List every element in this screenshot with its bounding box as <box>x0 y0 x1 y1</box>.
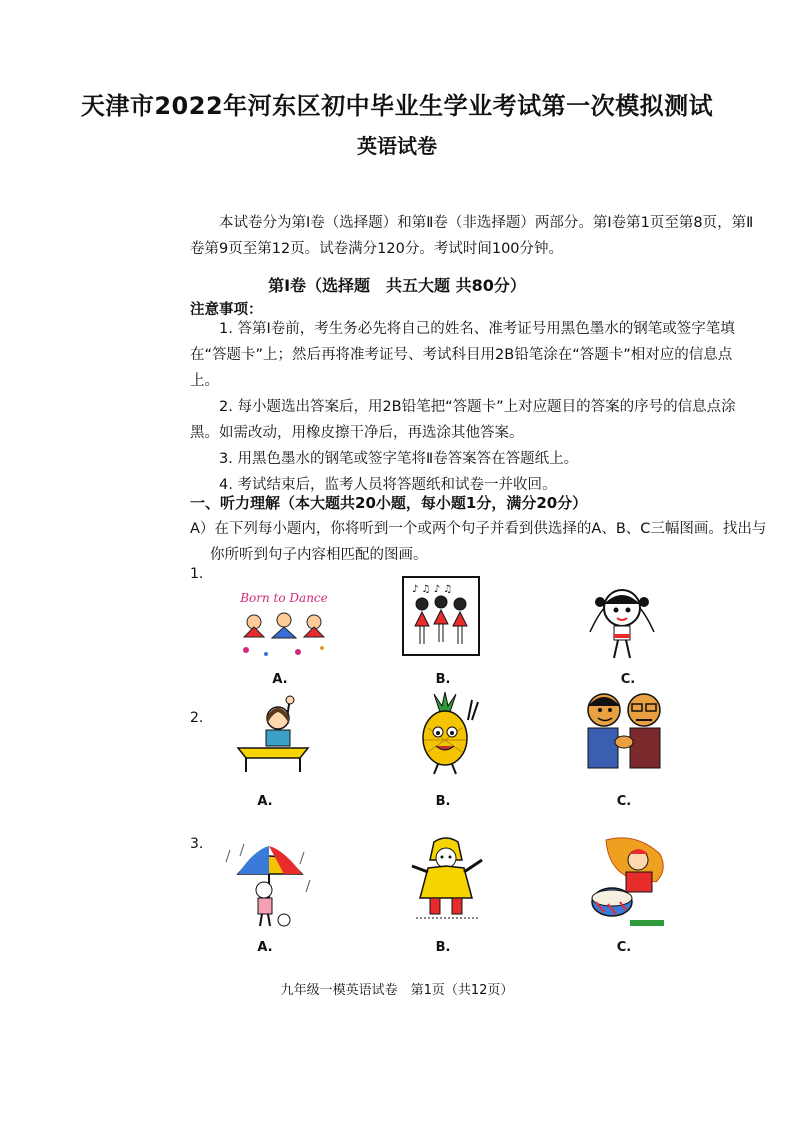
dancing-girls-picture <box>236 582 332 662</box>
notice-item: 3. 用黑色墨水的钢笔或签字笔将Ⅱ卷答案答在答题纸上。 <box>219 451 579 467</box>
svg-text:♪ ♫ ♪ ♫: ♪ ♫ ♪ ♫ <box>412 584 453 595</box>
question-number: 3. <box>190 836 204 852</box>
option-b-label: B. <box>435 794 451 809</box>
singing-girls-picture <box>402 576 480 656</box>
option-c-label: C. <box>620 672 636 687</box>
question-number: 2. <box>190 710 204 726</box>
notice-item: 2. 每小题选出答案后，用2B铅笔把“答题卡”上对应题目的答案的序号的信息点涂黑。如需改动，用橡皮擦干净后，再选涂其他答案。 <box>190 399 736 441</box>
notice-item: 1. 答第Ⅰ卷前，考生务必先将自己的姓名、准考证号用黑色墨水的钢笔或签字笔填在“答题卡”上；然后再将准考证号、考试科目用2B铅笔涂在“答题卡”相对应的信息点上。 <box>190 321 735 389</box>
page-footer: 九年级一模英语试卷 第1页（共12页） <box>280 983 514 998</box>
umbrella-in-rain-picture <box>224 840 314 930</box>
option-c-label: C. <box>616 794 632 809</box>
raincoat-child-picture <box>406 836 488 922</box>
question-number: 1. <box>190 566 204 582</box>
option-a-label: A. <box>257 940 273 955</box>
exam-intro: 本试卷分为第Ⅰ卷（选择题）和第Ⅱ卷（非选择题）两部分。第Ⅰ卷第1页至第8页，第Ⅱ卷第9页至第12页。试卷满分120分。考试时间100分钟。 <box>190 215 754 257</box>
option-b-label: B. <box>435 940 451 955</box>
section1-instruction: A）在下列每小题内，你将听到一个或两个句子并看到供选择的A、B、C三幅图画。找出与你所听到句子内容相匹配的图画。 <box>190 521 767 563</box>
exam-subtitle: 英语试卷 <box>357 134 437 158</box>
option-b-label: B. <box>435 672 451 687</box>
notice-label: 注意事项： <box>190 302 263 318</box>
notice-list <box>190 316 760 498</box>
pineapple-character-picture <box>410 690 480 776</box>
option-a-label: A. <box>272 672 288 687</box>
option-c-label: C. <box>616 940 632 955</box>
option-a-label: A. <box>257 794 273 809</box>
section1-heading: 一、听力理解（本大题共20小题，每小题1分，满分20分） <box>190 494 588 512</box>
picture-caption: Born to Dance <box>240 591 328 605</box>
drum-player-picture <box>586 836 670 928</box>
handshake-picture <box>578 688 670 770</box>
student-at-desk-picture <box>232 694 314 774</box>
part1-heading: 第Ⅰ卷（选择题 共五大题 共80分） <box>268 276 526 295</box>
exam-title: 天津市2022年河东区初中毕业生学业考试第一次模拟测试 <box>80 92 714 120</box>
notice-item: 4. 考试结束后，监考人员将答题纸和试卷一并收回。 <box>219 477 557 493</box>
jump-rope-girl-picture <box>584 572 660 664</box>
